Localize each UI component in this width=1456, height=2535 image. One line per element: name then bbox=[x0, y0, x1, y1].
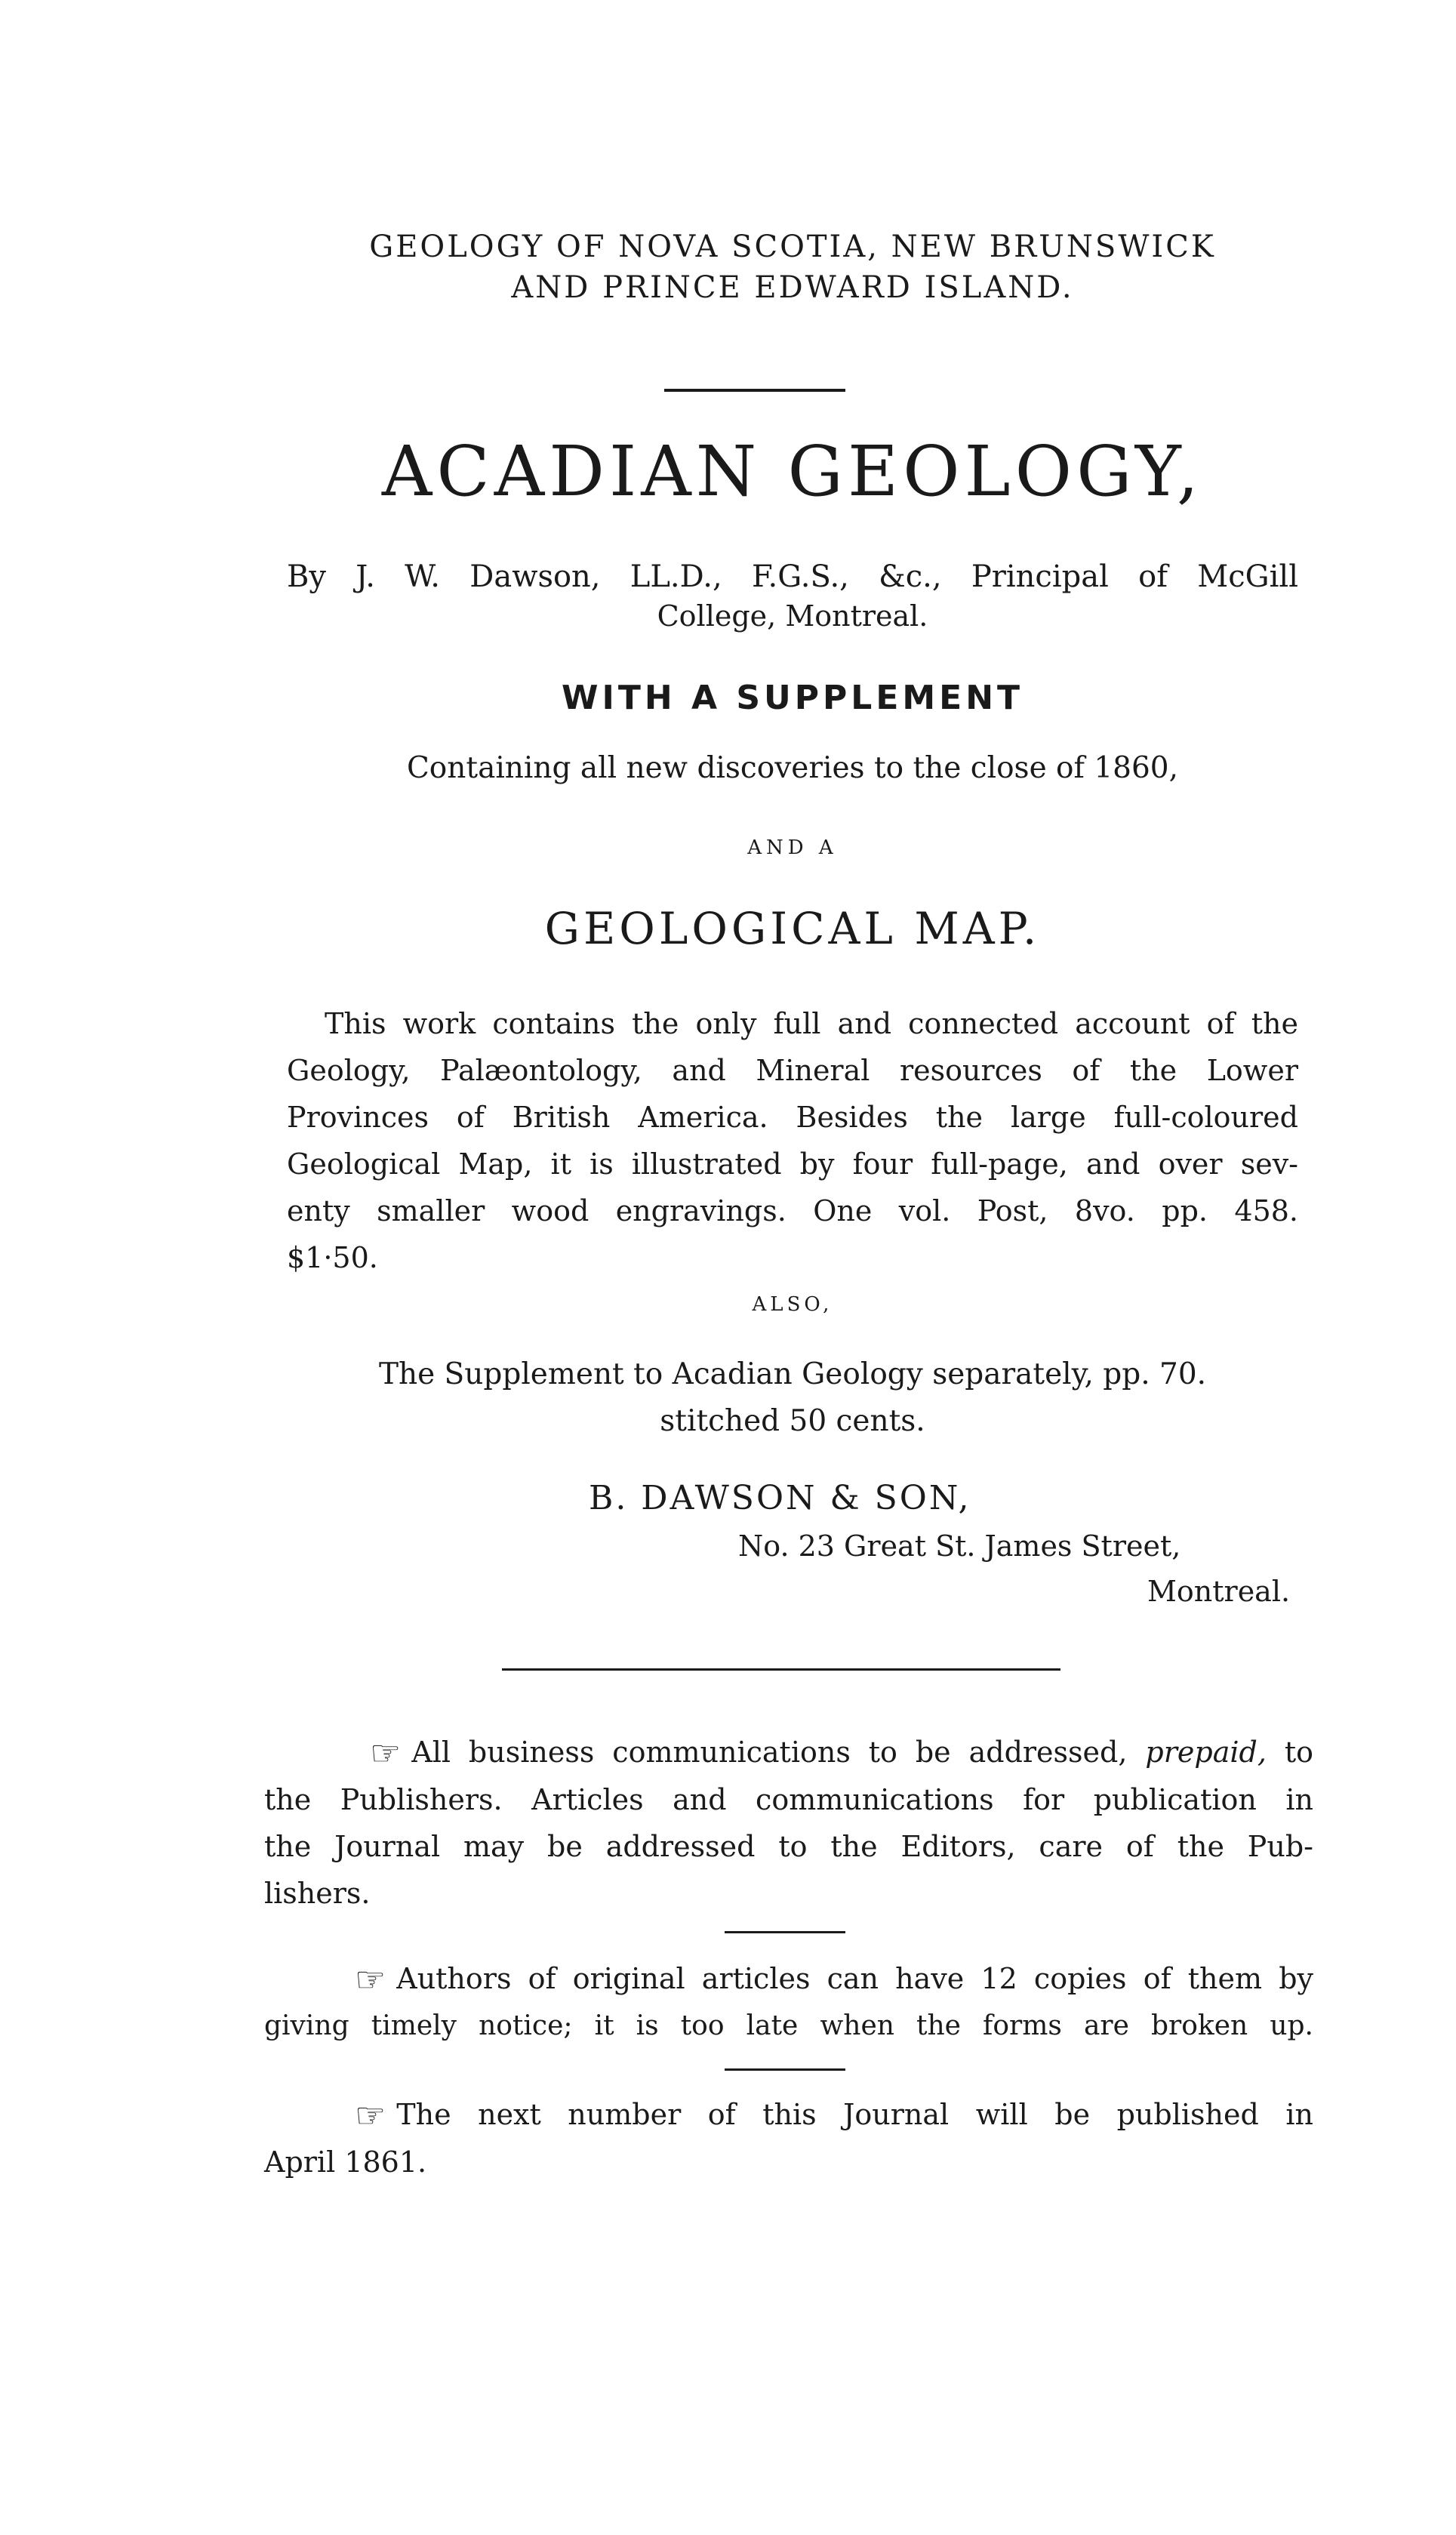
also-label: ALSO, bbox=[752, 1293, 833, 1316]
notice-line: the Publishers. Articles and communications for publication in bbox=[264, 1783, 1313, 1816]
supplement-separate bbox=[287, 1351, 1298, 1445]
description-line: Provinces of British America. Besides the large full-coloured bbox=[287, 1101, 1298, 1134]
notice-business bbox=[264, 1729, 1313, 1917]
byline-line2: College, Montreal. bbox=[657, 599, 928, 633]
supplement-text: Containing all new discoveries to the close of 1860, bbox=[406, 751, 1179, 785]
divider-short-2 bbox=[725, 2068, 845, 2071]
notice-business-tail: to bbox=[1266, 1736, 1314, 1769]
book-byline bbox=[287, 557, 1298, 636]
notice-line: lishers. bbox=[264, 1877, 371, 1910]
book-title: ACADIAN GEOLOGY, bbox=[381, 431, 1204, 512]
notice-authors-line1 bbox=[264, 1955, 1313, 2003]
notice-business-emphasis: prepaid, bbox=[1145, 1736, 1267, 1769]
notice-next-line1 bbox=[264, 2091, 1313, 2139]
pointing-hand-icon: ☞ bbox=[355, 1959, 386, 2000]
divider-top bbox=[664, 389, 845, 392]
series-header-line1: GEOLOGY OF NOVA SCOTIA, NEW BRUNSWICK bbox=[369, 229, 1216, 264]
notice-authors bbox=[264, 1955, 1313, 2050]
and-a-label: AND A bbox=[747, 836, 838, 859]
map-heading: GEOLOGICAL MAP. bbox=[544, 903, 1041, 954]
description-line: This work contains the only full and connected account of the bbox=[325, 1007, 1298, 1040]
notice-line: giving timely notice; it is too late when the forms are broken up. bbox=[264, 2010, 1313, 2041]
divider-middle bbox=[502, 1668, 1060, 1671]
publisher-address: No. 23 Great St. James Street, bbox=[738, 1529, 1181, 1563]
notice-business-line1 bbox=[264, 1729, 1313, 1776]
publisher-name: B. DAWSON & SON, bbox=[589, 1479, 971, 1517]
series-header bbox=[287, 226, 1298, 308]
description-line: $1·50. bbox=[287, 1241, 378, 1274]
description-line: Geological Map, it is illustrated by four full-page, and over sev- bbox=[287, 1147, 1298, 1181]
notice-line: April 1861. bbox=[264, 2145, 427, 2179]
byline-line1: By J. W. Dawson, LL.D., F.G.S., &c., Principal of McGill bbox=[287, 559, 1298, 594]
pointing-hand-icon: ☞ bbox=[370, 1733, 402, 1773]
notice-next-number bbox=[264, 2091, 1313, 2185]
description-line: enty smaller wood engravings. One vol. Post, 8vo. pp. 458. bbox=[287, 1194, 1298, 1227]
publisher-city: Montreal. bbox=[1147, 1575, 1291, 1608]
notice-business-text: All business communications to be addressed, bbox=[411, 1736, 1146, 1769]
series-header-line2: AND PRINCE EDWARD ISLAND. bbox=[511, 270, 1074, 305]
supplement-separate-line1: The Supplement to Acadian Geology separately, pp. 70. bbox=[378, 1357, 1207, 1391]
notice-line: the Journal may be addressed to the Editors, care of the Pub- bbox=[264, 1830, 1313, 1863]
divider-short-1 bbox=[725, 1931, 845, 1933]
book-description bbox=[287, 1000, 1298, 1281]
notice-next-text: The next number of this Journal will be published in bbox=[396, 2098, 1313, 2131]
pointing-hand-icon: ☞ bbox=[355, 2095, 386, 2136]
description-line: Geology, Palæontology, and Mineral resources of the Lower bbox=[287, 1054, 1298, 1087]
supplement-heading: WITH A SUPPLEMENT bbox=[561, 679, 1024, 717]
supplement-separate-line2: stitched 50 cents. bbox=[660, 1404, 925, 1438]
notice-authors-text: Authors of original articles can have 12 copies of them by bbox=[396, 1962, 1313, 1995]
